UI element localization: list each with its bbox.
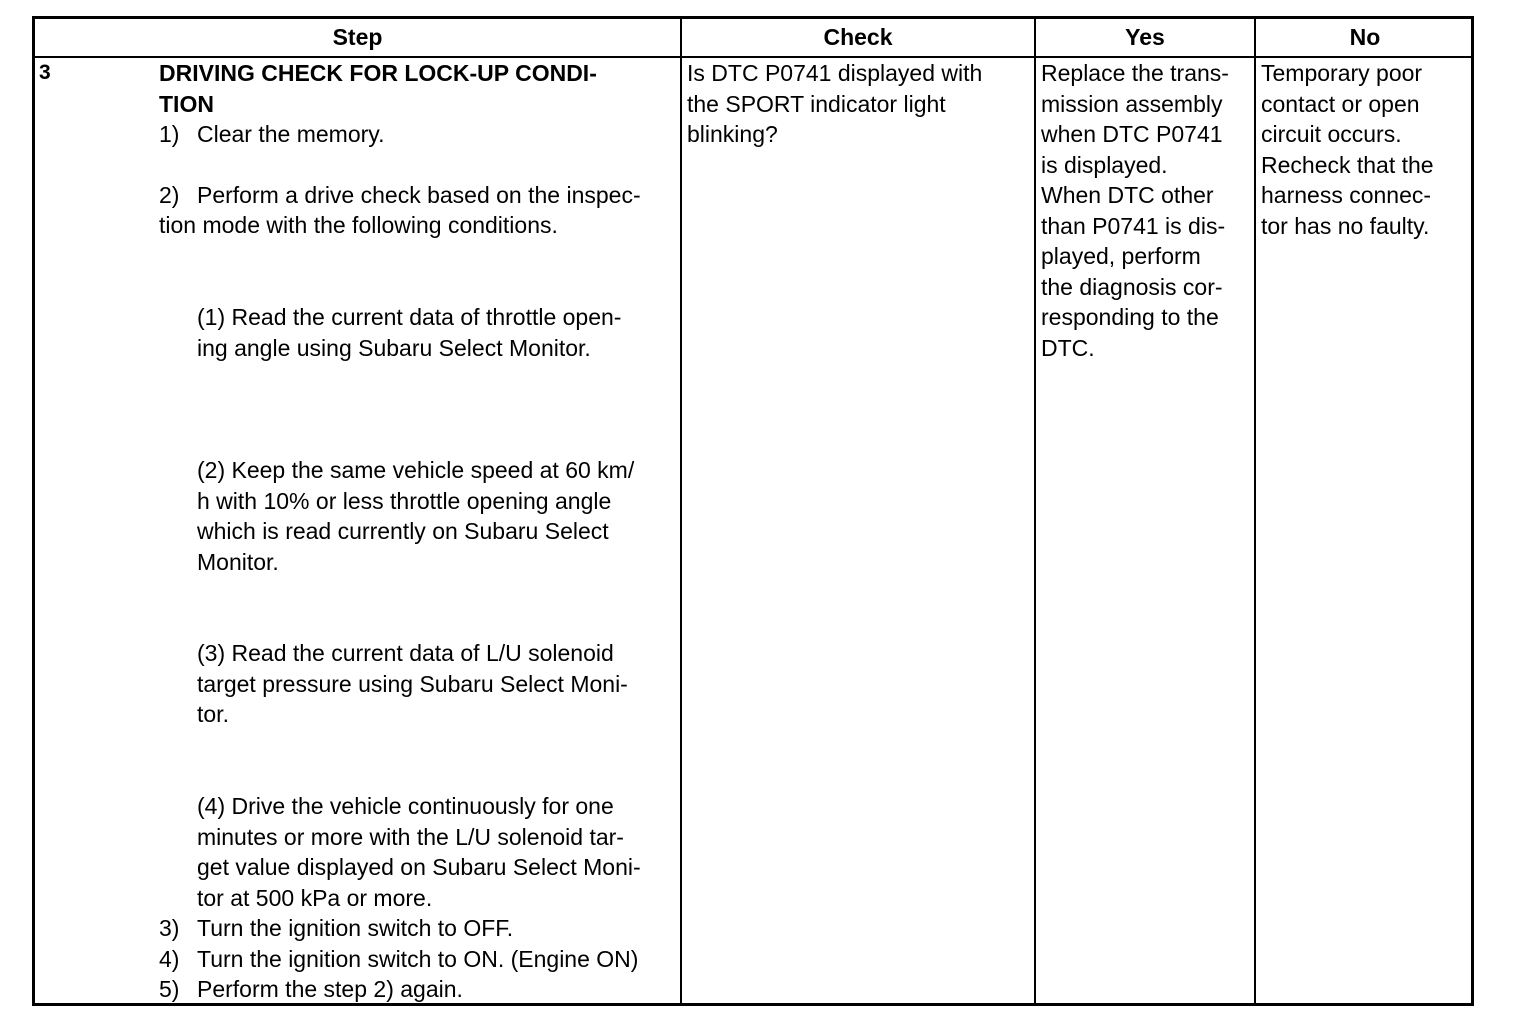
check-text: Is DTC P0741 displayed with the SPORT indicator light blinking? xyxy=(687,60,983,147)
sub-step: (3) Read the current data of L/U solenoid target pressure using Subaru Select Moni- tor. xyxy=(197,640,628,727)
header-step: Step xyxy=(332,24,383,50)
sub-step: (4) Drive the vehicle continuously for one minutes or more with the L/U solenoid tar- get value displayed on Subaru Select Moni- tor at 500 kPa or more. xyxy=(197,793,641,911)
sub-step: (2) Keep the same vehicle speed at 60 km/ h with 10% or less throttle opening angle which is read currently on Subaru Select Monitor. xyxy=(197,457,635,575)
item-text: Clear the memory. xyxy=(197,121,385,147)
item-number: 4) xyxy=(159,946,180,972)
header-yes: Yes xyxy=(1125,24,1165,50)
item-text: Turn the ignition switch to ON. (Engine ON) xyxy=(197,946,639,972)
column-divider xyxy=(1034,19,1036,1003)
header-no: No xyxy=(1349,24,1381,50)
header-check: Check xyxy=(823,24,893,50)
item-text: Perform a drive check based on the inspec- xyxy=(197,182,641,208)
column-divider xyxy=(680,19,682,1003)
yes-text: Replace the trans- mission assembly when DTC P0741 is displayed. When DTC other than P0741 is dis- played, perform the diagnosis cor- responding to the DTC. xyxy=(1041,60,1229,361)
column-divider xyxy=(1254,19,1256,1003)
no-text: Temporary poor contact or open circuit occurs. Recheck that the harness connec- tor has no faulty. xyxy=(1261,60,1434,239)
item-number: 3) xyxy=(159,915,180,941)
item-text: Turn the ignition switch to OFF. xyxy=(197,915,514,941)
sub-step: (1) Read the current data of throttle open- ing angle using Subaru Select Monitor. xyxy=(197,304,622,361)
item-number: 5) xyxy=(159,976,180,1002)
item-number: 2) xyxy=(159,182,180,208)
step-number: 3 xyxy=(39,61,51,84)
item-text: Perform the step 2) again. xyxy=(197,976,463,1002)
step-title: DRIVING CHECK FOR LOCK-UP CONDI- TION xyxy=(159,60,597,117)
diagnostic-table xyxy=(32,16,1474,1006)
item-number: 1) xyxy=(159,121,180,147)
item-text-continued: tion mode with the following conditions. xyxy=(159,212,558,238)
